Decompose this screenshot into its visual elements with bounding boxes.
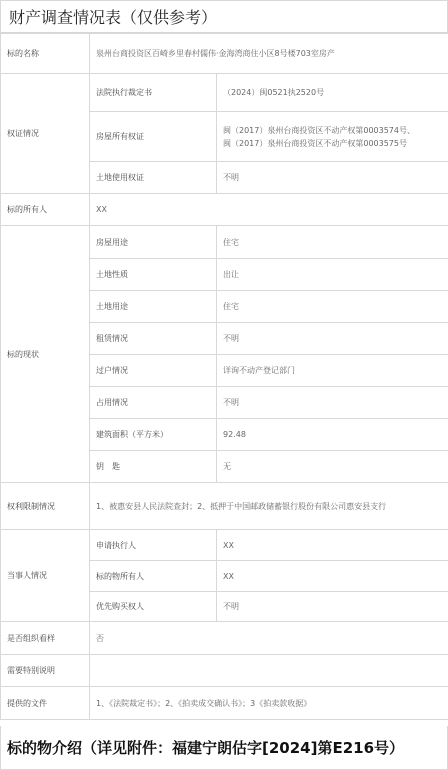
table-row — [1, 687, 448, 720]
subject-owner-value: XX — [217, 561, 448, 592]
occupancy-value: 不明 — [217, 387, 448, 419]
area-value: 92.48 — [217, 419, 448, 451]
special-notes-value — [90, 655, 448, 687]
property-info-table — [0, 33, 448, 720]
table-title — [0, 0, 448, 33]
keys-label: 钥 匙 — [90, 451, 217, 483]
subject-name-label: 标的名称 — [1, 34, 90, 74]
court-ruling-value: （2024）闽0521执2520号 — [217, 74, 448, 112]
organized-viewing-label: 是否组织看样 — [1, 622, 90, 655]
lease-label: 租赁情况 — [90, 323, 217, 355]
area-label: 建筑面积（平方米） — [90, 419, 217, 451]
applicant-value: XX — [217, 530, 448, 561]
transfer-label: 过户情况 — [90, 355, 217, 387]
table-title-text: 财产调查情况表（仅供参考） — [9, 8, 218, 27]
documents-label: 提供的文件 — [1, 687, 90, 720]
rights-limit-label: 权利限制情况 — [1, 483, 90, 530]
organized-viewing-value: 否 — [90, 622, 448, 655]
applicant-label: 申请执行人 — [90, 530, 217, 561]
land-use-cert-label: 土地使用权证 — [90, 162, 217, 194]
land-use-cert-value: 不明 — [217, 162, 448, 194]
table-row — [1, 622, 448, 655]
land-nature-label: 土地性质 — [90, 259, 217, 291]
house-ownership-label: 房屋所有权证 — [90, 112, 217, 162]
lease-value: 不明 — [217, 323, 448, 355]
table-row — [1, 530, 448, 561]
table-row — [1, 194, 448, 226]
special-notes-label: 需要特别说明 — [1, 655, 90, 687]
subject-owner-label: 标的物所有人 — [90, 561, 217, 592]
status-label: 标的现状 — [1, 226, 90, 483]
priority-buyer-label: 优先购买权人 — [90, 592, 217, 622]
land-use-label: 土地用途 — [90, 291, 217, 323]
house-ownership-value — [217, 112, 448, 162]
land-nature-value: 出让 — [217, 259, 448, 291]
occupancy-label: 占用情况 — [90, 387, 217, 419]
house-use-label: 房屋用途 — [90, 226, 217, 259]
house-ownership-value-2: 闽（2017）泉州台商投资区不动产权第0003575号 — [223, 138, 407, 148]
rights-limit-value: 1、被惠安县人民法院查封；2、抵押于中国邮政储蓄银行股份有限公司惠安县支行 — [90, 483, 448, 530]
keys-value: 无 — [217, 451, 448, 483]
court-ruling-label: 法院执行裁定书 — [90, 74, 217, 112]
priority-buyer-value: 不明 — [217, 592, 448, 622]
documents-value: 1、《法院裁定书》；2、《拍卖成交确认书》；3《拍卖款收据》 — [90, 687, 448, 720]
house-use-value: 住宅 — [217, 226, 448, 259]
subject-intro-heading — [0, 726, 448, 770]
ownership-cert-label: 权证情况 — [1, 74, 90, 194]
table-row — [1, 483, 448, 530]
table-row — [1, 655, 448, 687]
subject-intro-heading-text: 标的物介绍（详见附件：福建宁朗估字[2024]第E216号） — [7, 739, 405, 757]
house-ownership-value-1: 闽（2017）泉州台商投资区不动产权第0003574号、 — [223, 125, 415, 135]
transfer-value: 详询不动产登记部门 — [217, 355, 448, 387]
land-use-value: 住宅 — [217, 291, 448, 323]
table-row — [1, 74, 448, 112]
parties-label: 当事人情况 — [1, 530, 90, 622]
owner-label: 标的所有人 — [1, 194, 90, 226]
table-row — [1, 34, 448, 74]
owner-value: XX — [90, 194, 448, 226]
table-row — [1, 226, 448, 259]
subject-name-value: 泉州台商投资区百崎乡里春村儒伟·金海湾商住小区8号楼703室房产 — [90, 34, 448, 74]
